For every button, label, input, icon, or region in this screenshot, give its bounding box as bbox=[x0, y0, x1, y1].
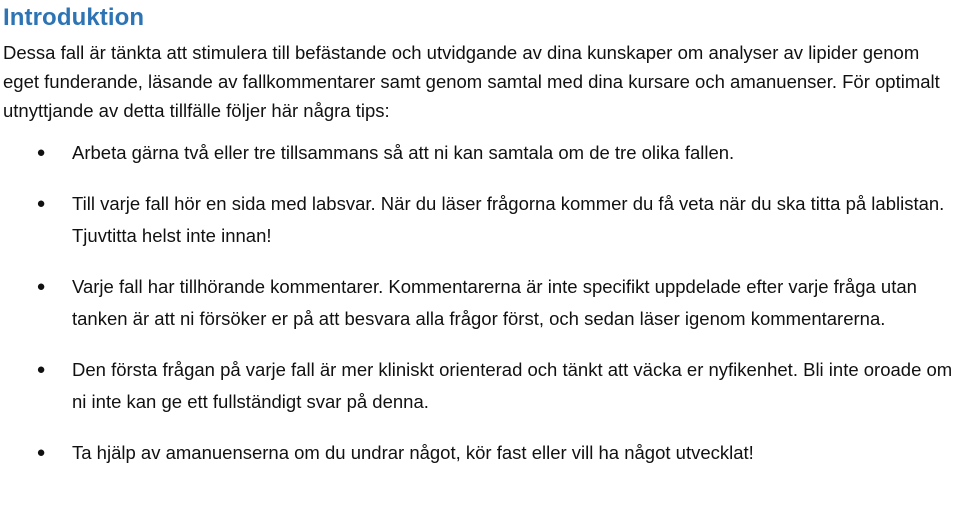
tips-list bbox=[3, 137, 960, 469]
list-item-text: Till varje fall hör en sida med labsvar. När du läser frågorna kommer du få veta när du ska titta på lablistan. Tjuvtitta helst inte innan! bbox=[72, 193, 945, 246]
list-item-text: Ta hjälp av amanuenserna om du undrar något, kör fast eller vill ha något utvecklat! bbox=[72, 442, 754, 463]
list-item-text: Den första frågan på varje fall är mer kliniskt orienterad och tänkt att väcka er nyfikenhet. Bli inte oroade om ni inte kan ge ett fullständigt svar på denna. bbox=[72, 359, 953, 412]
bullet-icon: ● bbox=[36, 361, 46, 378]
list-item-text: Varje fall har tillhörande kommentarer. Kommentarerna är inte specifikt uppdelade efter varje fråga utan tanken är att ni försöker er på att besvara alla frågor först, och sedan läser igenom kommentarerna. bbox=[72, 276, 917, 329]
list-item bbox=[3, 188, 953, 252]
bullet-icon: ● bbox=[36, 144, 46, 161]
intro-paragraph: Dessa fall är tänkta att stimulera till befästande och utvidgande av dina kunskaper om analyser av lipider genom eget funderande, läsande av fallkommentarer samt genom samtal med dina kursare och amanuenser. För optimalt utnyttjande av detta tillfälle följer här några tips: bbox=[3, 42, 940, 121]
section-heading: Introduktion bbox=[3, 4, 145, 31]
bullet-icon: ● bbox=[36, 278, 46, 295]
list-item bbox=[3, 437, 953, 469]
list-item bbox=[3, 271, 953, 335]
list-item bbox=[3, 354, 953, 418]
list-item bbox=[3, 137, 953, 169]
list-item-text: Arbeta gärna två eller tre tillsammans så att ni kan samtala om de tre olika fallen. bbox=[72, 142, 735, 163]
bullet-icon: ● bbox=[36, 195, 46, 212]
bullet-icon: ● bbox=[36, 444, 46, 461]
